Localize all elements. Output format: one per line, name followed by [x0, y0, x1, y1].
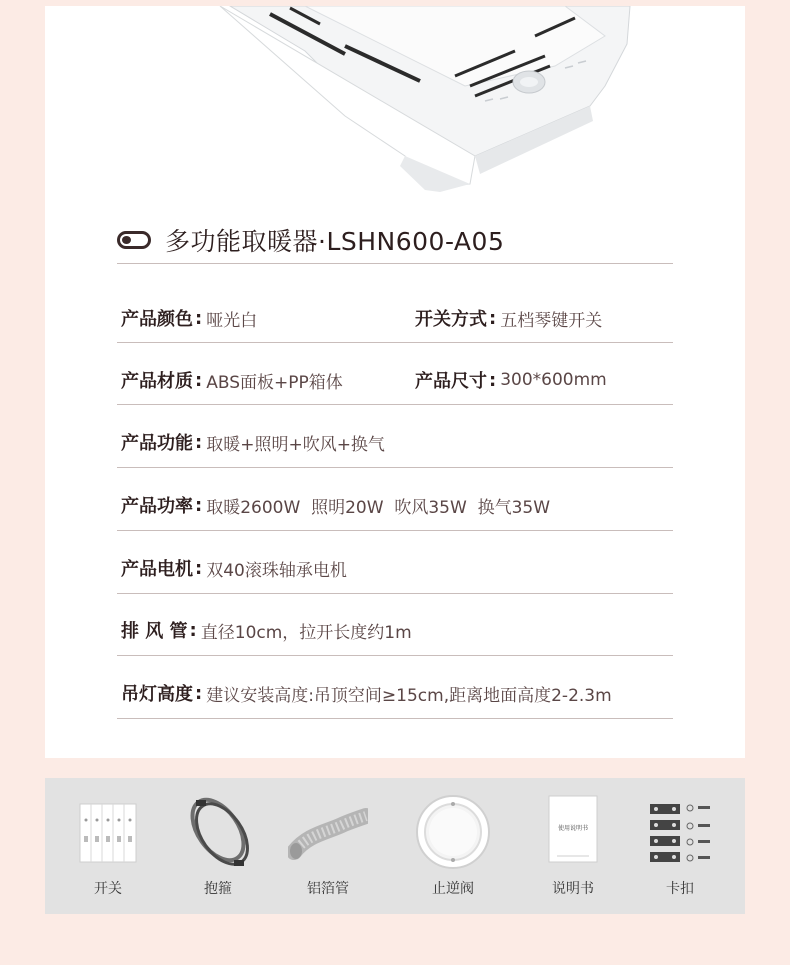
spec-value: 300*600mm [500, 370, 607, 390]
spec-row-material [121, 366, 673, 394]
spec-colon: : [195, 682, 203, 704]
accessory-item [278, 794, 378, 904]
spec-label: 开关方式 [415, 309, 487, 330]
spec-row-motor [121, 554, 673, 582]
accessory-label: 止逆阀 [432, 881, 474, 897]
spec-colon: : [489, 307, 497, 329]
spec-item [121, 617, 412, 643]
spec-label: 吊灯高度 [121, 684, 193, 705]
spec-label: 产品材质 [121, 371, 193, 392]
spec-colon: : [195, 494, 203, 516]
spec-colon: : [489, 369, 497, 391]
accessory-label: 铝箔管 [307, 881, 349, 897]
spec-value: 取暖2600W 照明20W 吹风35W 换气35W [206, 497, 551, 518]
spec-colon: : [189, 619, 197, 641]
spec-item [121, 429, 385, 455]
accessories-panel [45, 778, 745, 914]
spec-value: 建议安装高度:吊顶空间≥15cm,距离地面高度2-2.3m [206, 685, 612, 706]
row-divider [117, 404, 673, 405]
check-valve-icon [413, 794, 493, 872]
spec-value: 哑光白 [206, 310, 258, 331]
spec-row-function [121, 428, 673, 456]
spec-value: 双40滚珠轴承电机 [206, 560, 347, 581]
spec-label: 产品电机 [121, 559, 193, 580]
spec-card [45, 6, 745, 758]
accessory-item [630, 794, 730, 904]
manual-icon [533, 794, 613, 872]
spec-label: 产品功能 [121, 433, 193, 454]
spec-item [121, 555, 347, 581]
accessory-label: 卡扣 [666, 881, 694, 897]
spec-row-height [121, 679, 673, 707]
spec-label: 产品颜色 [121, 309, 193, 330]
spec-row-duct [121, 616, 673, 644]
spec-label: 产品尺寸 [415, 371, 487, 392]
page-title: 多功能取暖器·LSHN600-A05 [165, 227, 505, 256]
spec-colon: : [195, 431, 203, 453]
row-divider [117, 530, 673, 531]
spec-value: 取暖+照明+吹风+换气 [206, 434, 385, 455]
spec-row-color [121, 304, 673, 332]
toggle-icon [117, 231, 151, 249]
spec-item [121, 492, 550, 518]
spec-colon: : [195, 369, 203, 391]
row-divider [117, 593, 673, 594]
row-divider [117, 342, 673, 343]
spec-colon: : [195, 307, 203, 329]
accessory-label: 说明书 [552, 881, 594, 897]
buckle-icon [640, 794, 720, 872]
spec-colon: : [195, 557, 203, 579]
spec-row-power [121, 491, 673, 519]
row-divider [117, 718, 673, 719]
spec-label: 排 风 管 [121, 621, 188, 642]
spec-value: 五档琴键开关 [500, 310, 603, 331]
accessory-label: 开关 [94, 881, 122, 897]
row-divider [117, 655, 673, 656]
spec-item [121, 305, 257, 331]
spec-item [121, 680, 612, 706]
spec-item [121, 367, 343, 393]
title-divider [117, 263, 673, 264]
product-image [45, 6, 745, 201]
accessory-item [168, 794, 268, 904]
aluminum-duct-icon [288, 794, 368, 872]
accessory-item [58, 794, 158, 904]
spec-value: ABS面板+PP箱体 [206, 372, 343, 393]
title-row [117, 218, 504, 262]
manual-cover-text: 使用说明书 [557, 825, 589, 832]
spec-item [415, 305, 602, 331]
row-divider [117, 467, 673, 468]
switch-panel-icon [68, 794, 148, 872]
spec-value: 直径10cm，拉开长度约1m [200, 622, 412, 643]
hoop-clamp-icon [178, 794, 258, 872]
spec-label: 产品功率 [121, 496, 193, 517]
accessory-item [523, 794, 623, 904]
accessory-label: 抱箍 [204, 881, 232, 897]
spec-item [415, 367, 607, 393]
accessory-item [403, 794, 503, 904]
